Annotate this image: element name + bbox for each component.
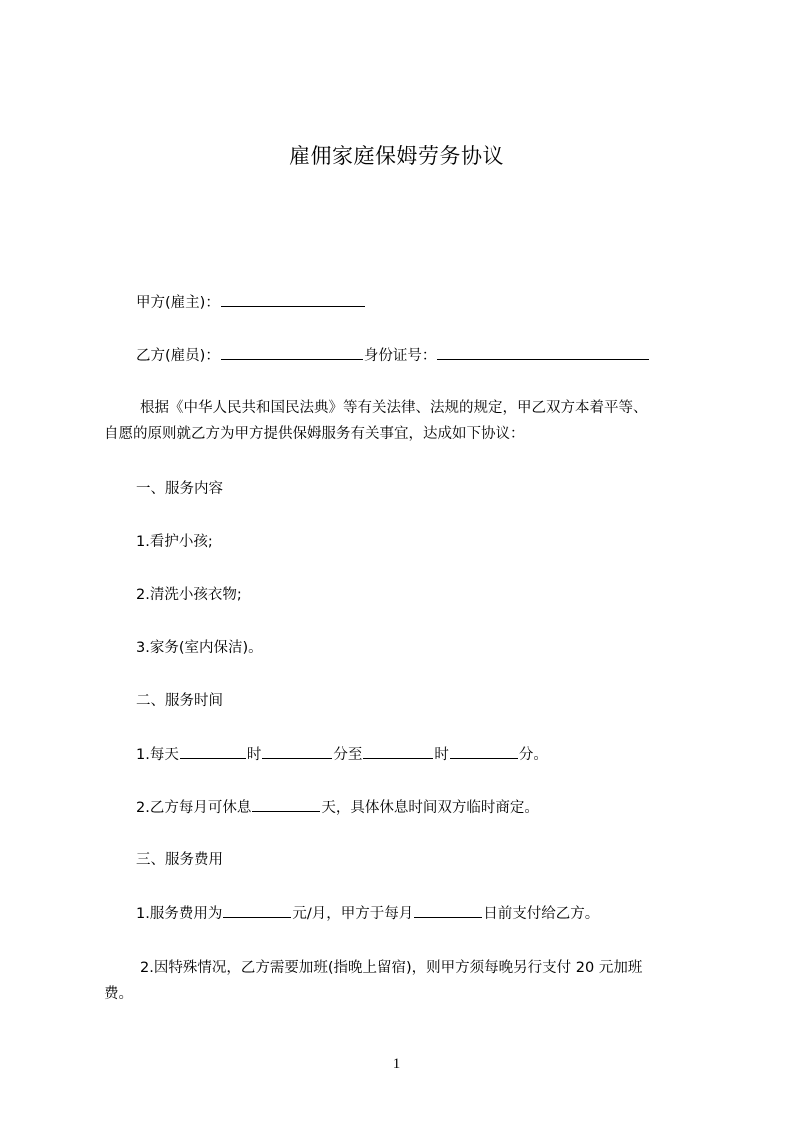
fee-amount-blank <box>223 903 291 918</box>
fee-suffix: 日前支付给乙方。 <box>483 906 600 922</box>
party-b-label: 乙方(雇员)： <box>136 348 220 364</box>
document-title: 雇佣家庭保姆劳务协议 <box>289 144 504 168</box>
rest-suffix: 天，具体休息时间双方临时商定。 <box>321 800 539 816</box>
party-a-blank <box>221 292 365 307</box>
section3-item-2-line-1: 2.因特殊情况，乙方需要加班(指晚上留宿)，则甲方须每晚另行支付 20 元加班 <box>140 960 643 976</box>
party-a-line <box>136 292 366 313</box>
section2-item-2 <box>136 797 539 818</box>
section3-item-2-line-2: 费。 <box>104 986 133 1002</box>
section2-heading: 二、服务时间 <box>136 693 223 709</box>
minute-to-label: 分至 <box>333 747 363 763</box>
hour-label: 时 <box>246 747 262 763</box>
rest-days-blank <box>252 797 320 812</box>
start-hour-blank <box>180 744 246 759</box>
id-blank <box>437 345 649 360</box>
preamble-line-2: 自愿的原则就乙方为甲方提供保姆服务有关事宜，达成如下协议： <box>104 426 525 442</box>
page-number: 1 <box>392 1056 401 1072</box>
fee-prefix: 1.服务费用为 <box>136 906 223 922</box>
section1-item-2: 2.清洗小孩衣物; <box>136 587 242 603</box>
fee-mid: 元/月，甲方于每月 <box>292 906 414 922</box>
minute-end-label: 分。 <box>518 747 548 763</box>
section3-item-1 <box>136 903 599 924</box>
party-a-label: 甲方(雇主)： <box>136 295 220 311</box>
end-minute-blank <box>450 744 518 759</box>
section1-heading: 一、服务内容 <box>136 481 223 497</box>
party-b-blank <box>221 345 363 360</box>
id-label: 身份证号： <box>363 348 437 364</box>
section1-item-1: 1.看护小孩; <box>136 534 213 550</box>
pay-day-blank <box>414 903 482 918</box>
rest-prefix: 2.乙方每月可休息 <box>136 800 252 816</box>
end-hour-blank <box>363 744 433 759</box>
start-minute-blank <box>262 744 332 759</box>
hour2-label: 时 <box>434 747 449 763</box>
preamble-line-1: 根据《中华人民共和国民法典》等有关法律、法规的规定，甲乙双方本着平等、 <box>140 400 648 416</box>
section3-heading: 三、服务费用 <box>136 852 223 868</box>
section1-item-3: 3.家务(室内保洁)。 <box>136 640 263 656</box>
daily-prefix: 1.每天 <box>136 747 179 763</box>
section2-item-1 <box>136 744 548 765</box>
party-b-line <box>136 345 650 366</box>
